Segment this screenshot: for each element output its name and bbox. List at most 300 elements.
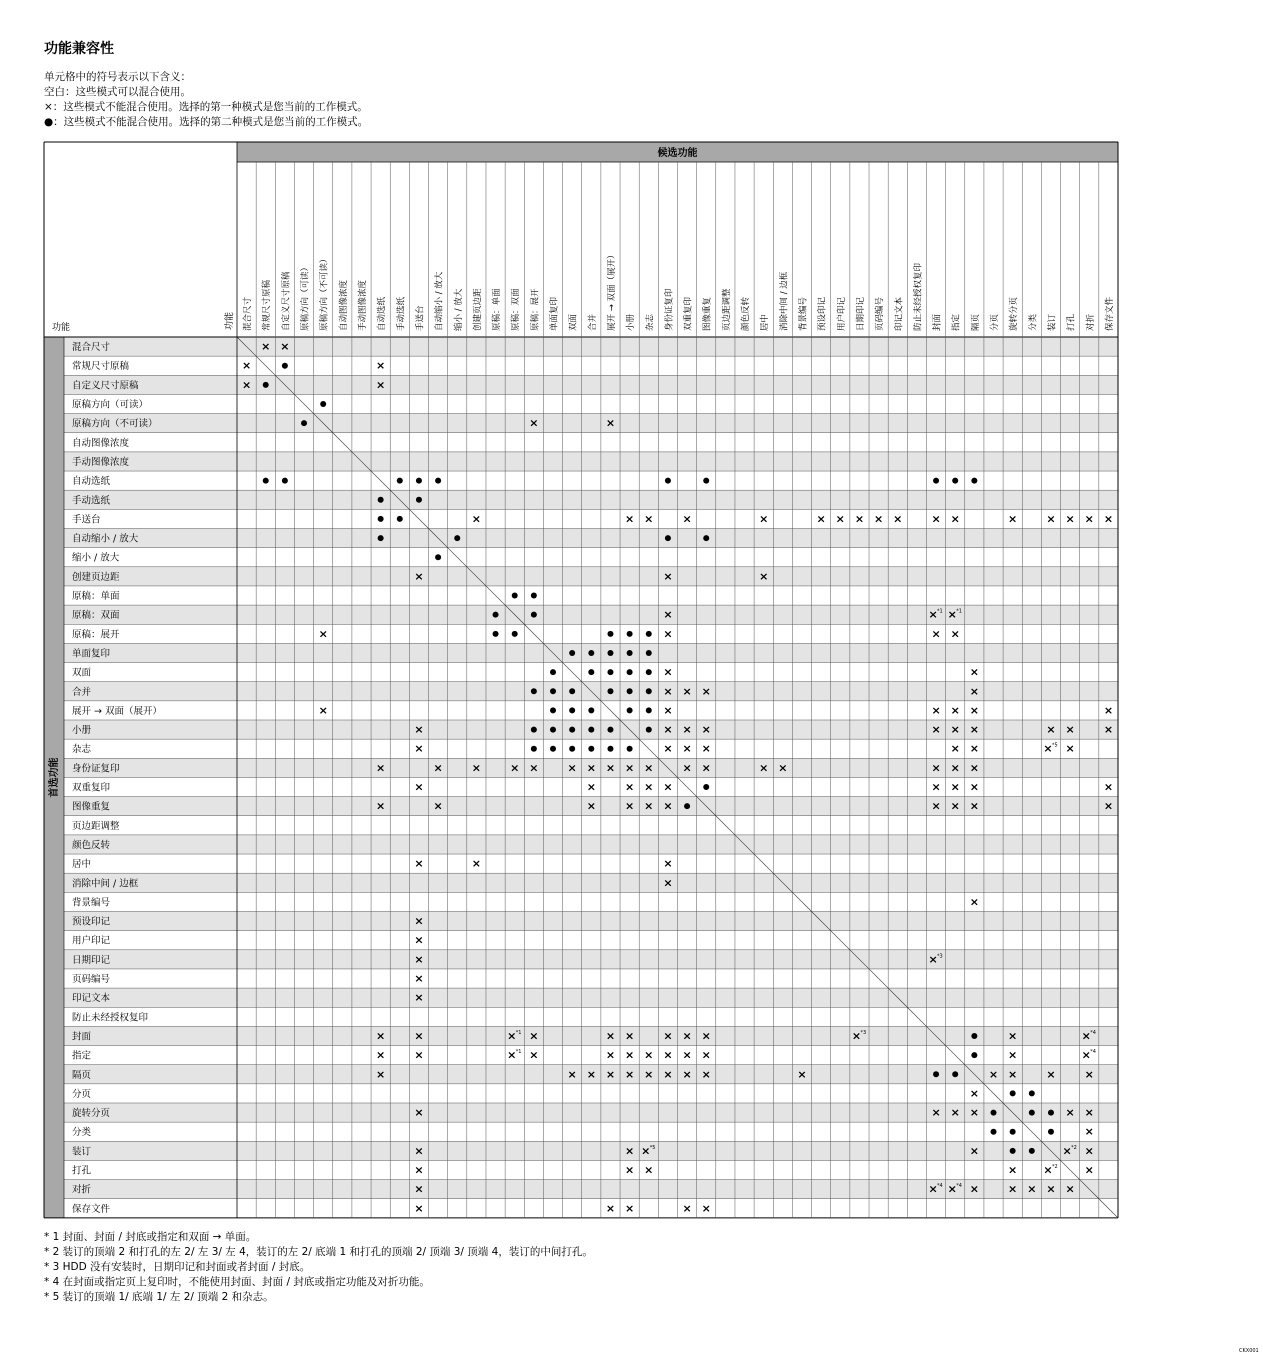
dot-mark <box>378 535 384 541</box>
dot-mark <box>416 497 422 503</box>
row-label: 图像重复 <box>72 801 111 813</box>
column-header: 印记文本 <box>894 296 905 331</box>
footnote-ref: *4 <box>937 1183 943 1190</box>
cross-mark: × <box>969 799 979 813</box>
cross-mark: × <box>433 761 443 775</box>
dot-mark <box>588 650 594 656</box>
row-shade <box>64 337 1118 356</box>
row-label: 印记文本 <box>72 993 111 1005</box>
row-label: 预设印记 <box>72 916 111 928</box>
cross-mark: × <box>682 1067 692 1081</box>
row-shade <box>64 452 1118 471</box>
cross-mark: × <box>644 1048 654 1062</box>
cross-mark: × <box>663 608 673 622</box>
cross-mark: × <box>1065 742 1075 756</box>
row-label: 页边距调整 <box>72 820 120 832</box>
cross-mark: × <box>414 991 424 1005</box>
column-header: 自动选纸 <box>377 296 388 331</box>
column-header: 杂志 <box>645 313 656 331</box>
row-shade <box>64 490 1118 509</box>
cross-mark: × <box>605 1201 616 1215</box>
cross-mark: × <box>586 1067 596 1081</box>
cross-mark: × <box>414 780 424 794</box>
cross-mark: × <box>414 952 424 966</box>
legend-blank: 空白：这些模式可以混合使用。 <box>44 86 191 98</box>
cross-mark: × <box>605 1029 616 1043</box>
dot-mark <box>454 535 460 541</box>
dot-mark <box>646 727 652 733</box>
cross-mark: × <box>471 857 482 871</box>
cross-mark: × <box>1084 512 1094 526</box>
column-header: 页码编号 <box>875 296 886 331</box>
footnote-ref: *1 <box>937 608 943 615</box>
legend-dot: ●：这些模式不能混合使用。选择的第二种模式是您当前的工作模式。 <box>44 116 369 128</box>
cross-mark: × <box>414 742 424 756</box>
cross-mark: × <box>261 340 271 354</box>
row-label: 杂志 <box>72 744 92 756</box>
row-label: 消除中间 / 边框 <box>72 878 139 890</box>
row-label: 缩小 / 放大 <box>72 552 120 564</box>
column-header: 创建页边距 <box>472 288 483 331</box>
dot-mark <box>1029 1090 1035 1096</box>
dot-mark <box>646 707 652 713</box>
column-header: 颜色反转 <box>741 296 752 331</box>
cross-mark: × <box>663 876 673 890</box>
column-header: 手送台 <box>415 305 426 331</box>
dot-mark <box>531 688 537 694</box>
dot-mark <box>971 1052 977 1058</box>
cross-mark: × <box>567 1067 577 1081</box>
row-label: 常规尺寸原稿 <box>72 361 130 373</box>
page-title: 功能兼容性 <box>44 41 114 57</box>
column-header: 常规尺寸原稿 <box>262 279 273 331</box>
cross-mark: × <box>988 1067 999 1081</box>
cross-mark: × <box>928 608 938 622</box>
row-label: 原稿方向（可读） <box>72 399 149 411</box>
cross-mark: × <box>414 1182 424 1196</box>
cross-mark: × <box>1084 1106 1094 1120</box>
cross-mark: × <box>507 1029 517 1043</box>
dot-mark <box>971 1033 977 1039</box>
row-label: 手动图像浓度 <box>72 456 130 468</box>
cross-mark: × <box>663 723 673 737</box>
diagonal-cell-slash <box>256 356 275 375</box>
legend-cross: ×：这些模式不能混合使用。选择的第一种模式是您当前的工作模式。 <box>44 101 368 113</box>
dot-mark <box>1010 1129 1016 1135</box>
cross-mark: × <box>950 1106 960 1120</box>
cross-mark: × <box>701 1201 711 1215</box>
dot-mark <box>397 516 403 522</box>
row-label: 背景编号 <box>72 897 111 909</box>
cross-mark: × <box>625 780 635 794</box>
cross-mark: × <box>414 1029 424 1043</box>
cross-mark: × <box>1081 1029 1091 1043</box>
column-header: 分类 <box>1028 313 1039 331</box>
cross-mark: × <box>682 761 692 775</box>
diagonal-cell-slash <box>448 548 467 567</box>
cross-mark: × <box>414 914 424 928</box>
dot-mark <box>320 401 326 407</box>
dot-mark <box>607 669 613 675</box>
footnote-2: * 2 装订的顶端 2 和打孔的左 2/ 左 3/ 左 4，装订的左 2/ 底端 1 和打孔的顶端 2/ 顶端 3/ 顶端 4，装订的中间打孔。 <box>44 1246 593 1258</box>
row-shade <box>64 1103 1118 1122</box>
cross-mark: × <box>625 1144 635 1158</box>
cross-mark: × <box>1065 512 1075 526</box>
dot-mark <box>569 727 575 733</box>
diagonal-cell-slash <box>1099 1199 1118 1218</box>
column-header: 页边距调整 <box>721 288 732 331</box>
dot-mark <box>416 478 422 484</box>
row-label: 双重复印 <box>72 782 111 794</box>
cross-mark: × <box>1008 1163 1018 1177</box>
cross-mark: × <box>682 512 692 526</box>
row-shade <box>64 835 1118 854</box>
cross-mark: × <box>1046 1182 1056 1196</box>
column-header: 原稿：展开 <box>530 288 541 331</box>
dot-mark <box>512 593 518 599</box>
cross-mark: × <box>414 1201 424 1215</box>
dot-mark <box>1048 1110 1054 1116</box>
dot-mark <box>1010 1148 1016 1154</box>
row-label: 原稿方向（不可读） <box>72 418 158 430</box>
cross-mark: × <box>644 761 654 775</box>
cross-mark: × <box>1065 1182 1075 1196</box>
cross-mark: × <box>1084 1163 1094 1177</box>
column-header: 打孔 <box>1066 313 1077 331</box>
cross-mark: × <box>931 780 941 794</box>
row-shade <box>64 414 1118 433</box>
cross-mark: × <box>625 799 635 813</box>
cross-mark: × <box>1043 1163 1053 1177</box>
diagonal-cell-slash <box>1061 1160 1080 1179</box>
dot-mark <box>531 612 537 618</box>
column-header: 混合尺寸 <box>243 296 254 331</box>
row-label: 隔页 <box>72 1069 92 1081</box>
cross-mark: × <box>471 761 482 775</box>
row-label: 手送台 <box>72 514 101 526</box>
row-label: 自定义尺寸原稿 <box>72 380 139 392</box>
cross-mark: × <box>969 1144 979 1158</box>
dot-mark <box>569 746 575 752</box>
dot-mark <box>665 535 671 541</box>
dot-mark <box>627 707 633 713</box>
cross-mark: × <box>1103 780 1114 794</box>
cross-mark: × <box>644 512 654 526</box>
cross-mark: × <box>797 1067 807 1081</box>
row-label: 单面复印 <box>72 648 111 660</box>
dot-mark <box>627 688 633 694</box>
column-header: 旋转分页 <box>1009 296 1020 331</box>
row-label: 身份证复印 <box>72 763 120 775</box>
column-header: 居中 <box>760 313 771 331</box>
dot-mark <box>646 650 652 656</box>
cross-mark: × <box>931 703 941 717</box>
cross-mark: × <box>644 1163 654 1177</box>
cross-mark: × <box>950 512 960 526</box>
dot-mark <box>531 727 537 733</box>
dot-mark <box>952 478 958 484</box>
cross-mark: × <box>969 665 979 679</box>
row-label: 指定 <box>72 1050 92 1062</box>
cross-mark: × <box>663 1029 673 1043</box>
cross-mark: × <box>1062 1144 1072 1158</box>
dot-mark <box>531 593 537 599</box>
row-label: 页码编号 <box>72 974 111 986</box>
row-label: 小册 <box>72 725 92 737</box>
cross-mark: × <box>376 1067 386 1081</box>
dot-mark <box>952 1071 958 1077</box>
cross-mark: × <box>701 1029 711 1043</box>
dot-mark <box>627 746 633 752</box>
cross-mark: × <box>1084 1144 1094 1158</box>
cross-mark: × <box>605 761 616 775</box>
cross-mark: × <box>873 512 884 526</box>
dot-mark <box>378 497 384 503</box>
footnote-4: * 4 在封面或指定页上复印时，不能使用封面、封面 / 封底或指定功能及对折功能。 <box>44 1276 430 1288</box>
column-header: 双重复印 <box>683 296 694 331</box>
cross-mark: × <box>682 684 692 698</box>
dot-mark <box>607 688 613 694</box>
column-header: 原稿：单面 <box>492 288 503 331</box>
cross-mark: × <box>663 627 673 641</box>
row-label: 封面 <box>72 1031 92 1043</box>
cross-mark: × <box>663 857 673 871</box>
cross-mark: × <box>414 1144 424 1158</box>
column-header: 防止未经授权复印 <box>913 262 924 331</box>
row-label: 合并 <box>72 686 92 698</box>
column-header: 日期印记 <box>855 296 866 331</box>
dot-mark <box>588 746 594 752</box>
column-header: 封面 <box>932 313 943 331</box>
dot-mark <box>703 535 709 541</box>
cross-mark: × <box>529 1048 539 1062</box>
row-shade <box>64 950 1118 969</box>
cross-mark: × <box>663 703 673 717</box>
dot-mark <box>933 478 939 484</box>
dot-mark <box>1010 1090 1016 1096</box>
footnote-ref: *3 <box>860 1029 867 1036</box>
cross-mark: × <box>701 723 711 737</box>
cross-mark: × <box>931 512 941 526</box>
cross-mark: × <box>969 742 979 756</box>
column-header: 原稿方向（可读） <box>300 262 311 331</box>
cross-mark: × <box>928 952 938 966</box>
dot-mark <box>397 478 403 484</box>
cross-mark: × <box>529 761 539 775</box>
row-shade <box>64 1141 1118 1160</box>
cross-mark: × <box>414 1048 424 1062</box>
row-label: 对折 <box>72 1184 92 1196</box>
cross-mark: × <box>376 359 386 373</box>
cross-mark: × <box>414 1106 424 1120</box>
cross-mark: × <box>969 780 979 794</box>
cross-mark: × <box>931 799 941 813</box>
column-header: 分页 <box>990 313 1001 331</box>
cross-mark: × <box>1065 1106 1075 1120</box>
dot-mark <box>607 631 613 637</box>
cross-mark: × <box>414 933 424 947</box>
dot-mark <box>627 669 633 675</box>
column-header: 小册 <box>626 313 637 331</box>
feature-row-header: 功能 <box>52 323 71 333</box>
row-label: 双面 <box>72 667 92 679</box>
dot-mark <box>627 631 633 637</box>
diagonal-cell-slash <box>716 816 735 835</box>
dot-mark <box>1029 1110 1035 1116</box>
row-label: 展开 → 双面（展开） <box>72 705 162 717</box>
cross-mark: × <box>529 1029 539 1043</box>
cross-mark: × <box>969 684 979 698</box>
column-header: 原稿：双面 <box>511 288 522 331</box>
dot-mark <box>646 688 652 694</box>
row-label: 打孔 <box>72 1165 92 1177</box>
cross-mark: × <box>1103 723 1114 737</box>
diagonal-cell-slash <box>984 1084 1003 1103</box>
cross-mark: × <box>663 684 673 698</box>
cross-mark: × <box>644 1067 654 1081</box>
cross-mark: × <box>318 703 328 717</box>
row-label: 日期印记 <box>72 954 111 966</box>
cross-mark: × <box>893 512 903 526</box>
cross-mark: × <box>759 761 769 775</box>
dot-mark <box>282 478 288 484</box>
cross-mark: × <box>931 761 941 775</box>
cross-mark: × <box>682 1029 692 1043</box>
dot-mark <box>665 478 671 484</box>
row-label: 装订 <box>72 1146 92 1158</box>
footnote-ref: *5 <box>1051 742 1058 749</box>
cross-mark: × <box>816 512 826 526</box>
row-shade <box>64 873 1118 892</box>
footnote-ref: *3 <box>937 953 943 960</box>
cross-mark: × <box>701 1048 711 1062</box>
cross-mark: × <box>950 799 960 813</box>
dot-mark <box>493 612 499 618</box>
column-header: 图像重复 <box>702 296 713 331</box>
dot-mark <box>607 650 613 656</box>
cross-mark: × <box>625 1048 635 1062</box>
cross-mark: × <box>759 512 769 526</box>
dot-mark <box>550 746 556 752</box>
dot-mark <box>627 650 633 656</box>
cross-mark: × <box>947 608 957 622</box>
footnote-1: * 1 封面、封面 / 封底或指定和双面 → 单面。 <box>44 1231 257 1243</box>
diagonal-cell-slash <box>409 509 428 528</box>
footnote-ref: *5 <box>649 1144 656 1151</box>
cross-mark: × <box>625 761 635 775</box>
dot-mark <box>933 1071 939 1077</box>
diagonal-cell-slash <box>639 739 658 758</box>
cross-mark: × <box>586 761 596 775</box>
cross-mark: × <box>605 1048 616 1062</box>
cross-mark: × <box>759 569 769 583</box>
cross-mark: × <box>586 799 596 813</box>
row-shade <box>64 567 1118 586</box>
column-header: 装订 <box>1047 313 1058 331</box>
cross-mark: × <box>969 1106 979 1120</box>
dot-mark <box>493 631 499 637</box>
cross-mark: × <box>605 416 616 430</box>
cross-mark: × <box>1008 512 1018 526</box>
row-label: 用户印记 <box>72 935 111 947</box>
cross-mark: × <box>835 512 845 526</box>
dot-mark <box>646 669 652 675</box>
cross-mark: × <box>605 1067 616 1081</box>
row-label: 颜色反转 <box>72 839 111 851</box>
column-header: 合并 <box>587 313 598 331</box>
dot-mark <box>991 1129 997 1135</box>
dot-mark <box>512 631 518 637</box>
row-label: 混合尺寸 <box>72 342 111 354</box>
dot-mark <box>550 688 556 694</box>
cross-mark: × <box>682 1201 692 1215</box>
diagonal-cell-slash <box>792 892 811 911</box>
column-header: 自动缩小 / 放大 <box>434 271 445 331</box>
dot-mark <box>588 669 594 675</box>
cross-mark: × <box>1008 1067 1018 1081</box>
cross-mark: × <box>950 742 960 756</box>
cross-mark: × <box>625 1029 635 1043</box>
cross-mark: × <box>471 512 482 526</box>
cross-mark: × <box>947 1182 957 1196</box>
footnote-ref: *1 <box>515 1029 522 1036</box>
diagonal-cell-slash <box>946 1046 965 1065</box>
dot-mark <box>607 727 613 733</box>
column-header: 隔页 <box>970 313 981 331</box>
cross-mark: × <box>414 1163 424 1177</box>
row-shade <box>64 988 1118 1007</box>
footnote-ref: *4 <box>956 1183 962 1190</box>
column-header: 身份证复印 <box>664 288 675 331</box>
dot-mark <box>588 707 594 713</box>
cross-mark: × <box>682 1048 692 1062</box>
cross-mark: × <box>625 512 635 526</box>
diagonal-cell-slash <box>869 969 888 988</box>
cross-mark: × <box>663 742 673 756</box>
diagonal-cell-slash <box>294 394 313 413</box>
cross-mark: × <box>376 1048 386 1062</box>
row-label: 自动缩小 / 放大 <box>72 533 139 545</box>
cross-mark: × <box>682 742 692 756</box>
footnote-3: * 3 HDD 没有安装时，日期印记和封面或者封面 / 封底。 <box>44 1261 311 1273</box>
cross-mark: × <box>1008 1182 1018 1196</box>
cross-mark: × <box>376 761 386 775</box>
cross-mark: × <box>529 416 539 430</box>
column-header: 预设印记 <box>817 296 828 331</box>
cross-mark: × <box>1081 1048 1091 1062</box>
column-header: 指定 <box>951 313 962 331</box>
dot-mark <box>971 478 977 484</box>
dot-mark <box>1048 1129 1054 1135</box>
cross-mark: × <box>507 1048 517 1062</box>
diagonal-cell-slash <box>831 931 850 950</box>
cross-mark: × <box>663 665 673 679</box>
cross-mark: × <box>1065 723 1075 737</box>
row-shade <box>64 375 1118 394</box>
cross-mark: × <box>682 723 692 737</box>
dot-mark <box>435 478 441 484</box>
cross-mark: × <box>414 972 424 986</box>
cross-mark: × <box>931 1106 941 1120</box>
cross-mark: × <box>414 569 424 583</box>
column-header: 自动图像浓度 <box>338 279 349 331</box>
cross-mark: × <box>1046 1067 1056 1081</box>
diagonal-cell-slash <box>486 586 505 605</box>
column-header: 对折 <box>1085 313 1096 331</box>
dot-mark <box>569 707 575 713</box>
cross-mark: × <box>376 799 386 813</box>
dot-mark <box>282 363 288 369</box>
